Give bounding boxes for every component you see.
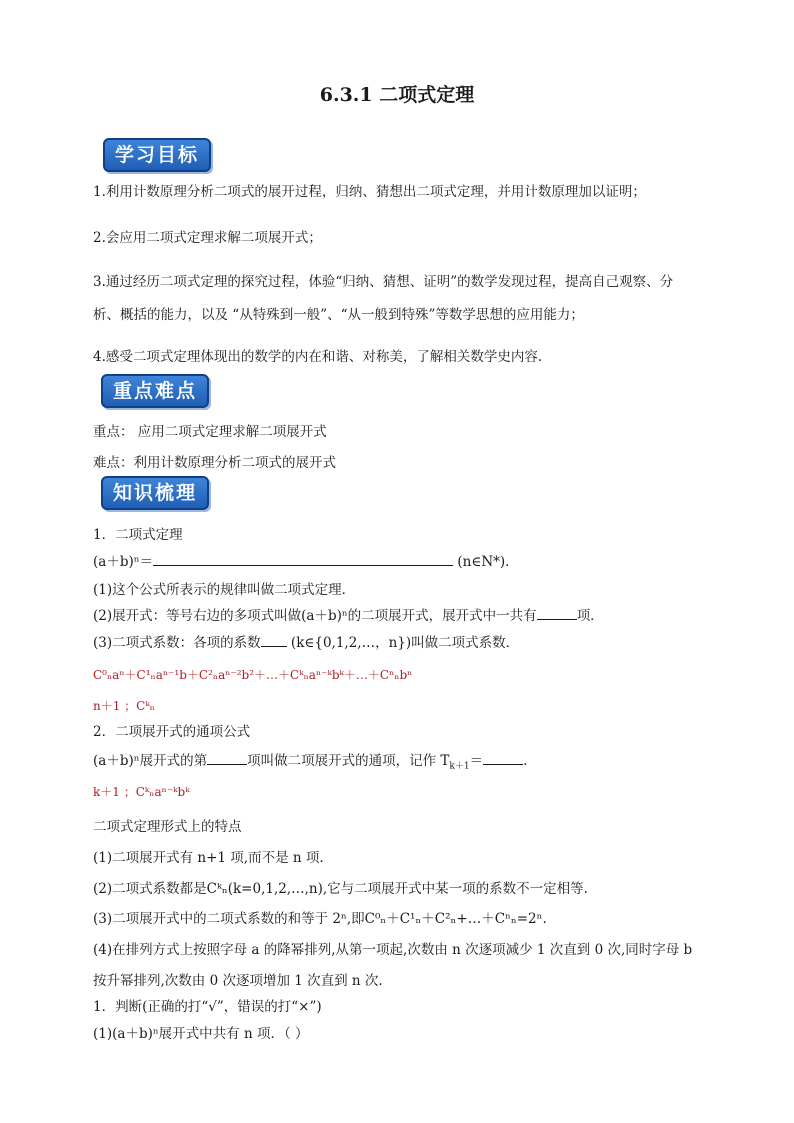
k1-line3-b: (k∈{0,1,2,…，n})叫做二项式系数． — [290, 635, 520, 651]
objective-3-line2: 析、概括的能力，以及 “从特殊到一般”、“从一般到特殊”等数学思想的应用能力； — [93, 307, 584, 323]
k2-line-b: 项叫做二项展开式的通项，记作 T — [247, 753, 450, 769]
k1-line3 — [93, 631, 519, 651]
k1-answer-2: n＋1 ；Cᵏₙ — [93, 699, 155, 713]
fill-blank — [483, 750, 523, 765]
key-point-text: 重点： 应用二项式定理求解二项展开式 — [93, 424, 327, 440]
section-badge-key-points: 重点难点 — [101, 374, 209, 408]
k2-line-sub: k＋1 — [449, 761, 470, 772]
fill-blank — [261, 632, 287, 647]
feature-1: (1)二项展开式有 n+1 项,而不是 n 项. — [93, 850, 324, 866]
features-heading: 二项式定理形式上的特点 — [93, 819, 242, 835]
difficult-point-text: 难点：利用计数原理分析二项式的展开式 — [93, 455, 336, 471]
k2-line-c: ＝ — [469, 753, 484, 769]
objective-4: 4.感受二项式定理体现出的数学的内在和谐、对称美，了解相关数学史内容. — [93, 349, 543, 365]
k2-heading: 2．二项展开式的通项公式 — [93, 724, 251, 740]
feature-2: (2)二项式系数都是Cᵏₙ(k=0,1,2,…,n),它与二项展开式中某一项的系数不一定相等. — [93, 881, 588, 897]
k1-line2 — [93, 604, 604, 624]
k1-formula-left: (a＋b)ⁿ＝ — [93, 554, 154, 570]
k1-line2-b: 项． — [576, 608, 604, 624]
k2-line-a: (a＋b)ⁿ展开式的第 — [93, 753, 208, 769]
k1-line3-a: (3)二项式系数：各项的系数 — [93, 635, 261, 651]
fill-blank — [153, 551, 453, 566]
k1-formula-line — [93, 550, 519, 570]
objective-3-line1: 3.通过经历二项式定理的探究过程，体验“归纳、猜想、证明”的数学发现过程，提高自己观察、分 — [93, 274, 674, 290]
k1-formula-right: (n∈N*)． — [457, 554, 519, 570]
objective-2: 2.会应用二项式定理求解二项展开式； — [93, 230, 322, 246]
k2-line — [93, 749, 527, 772]
feature-4-line2: 按升幂排列,次数由 0 次逐项增加 1 次直到 n 次. — [93, 973, 383, 989]
section-badge-knowledge: 知识梳理 — [101, 476, 209, 510]
judge-question-1: (1)(a＋b)ⁿ展开式中共有 n 项．（ ） — [93, 1026, 309, 1042]
judge-heading: 1．判断(正确的打“√”，错误的打“×”) — [93, 999, 322, 1015]
k2-answer: k＋1 ；Cᵏₙaⁿ⁻ᵏbᵏ — [93, 785, 190, 799]
k1-heading: 1．二项式定理 — [93, 527, 183, 543]
k1-answer-formula: C⁰ₙaⁿ＋C¹ₙaⁿ⁻¹b＋C²ₙaⁿ⁻²b²＋…＋Cᵏₙaⁿ⁻ᵏbᵏ＋…＋Cⁿₙbⁿ — [93, 668, 413, 682]
objective-1: 1.利用计数原理分析二项式的展开过程，归纳、猜想出二项式定理，并用计数原理加以证明； — [93, 184, 646, 200]
k2-line-d: . — [523, 753, 528, 769]
fill-blank — [207, 750, 247, 765]
k1-line1: (1)这个公式所表示的规律叫做二项式定理． — [93, 582, 356, 598]
section-badge-objectives: 学习目标 — [103, 138, 211, 172]
k1-line2-a: (2)展开式：等号右边的多项式叫做(a＋b)ⁿ的二项展开式，展开式中一共有 — [93, 608, 537, 624]
fill-blank — [537, 605, 577, 620]
feature-3: (3)二项展开式中的二项式系数的和等于 2ⁿ,即C⁰ₙ＋C¹ₙ＋C²ₙ+…＋Cⁿₙ=2ⁿ. — [93, 911, 547, 927]
page-title: 6.3.1 二项式定理 — [319, 84, 475, 106]
feature-4-line1: (4)在排列方式上按照字母 a 的降幂排列,从第一项起,次数由 n 次逐项减少 1 次直到 0 次,同时字母 b — [93, 942, 693, 958]
